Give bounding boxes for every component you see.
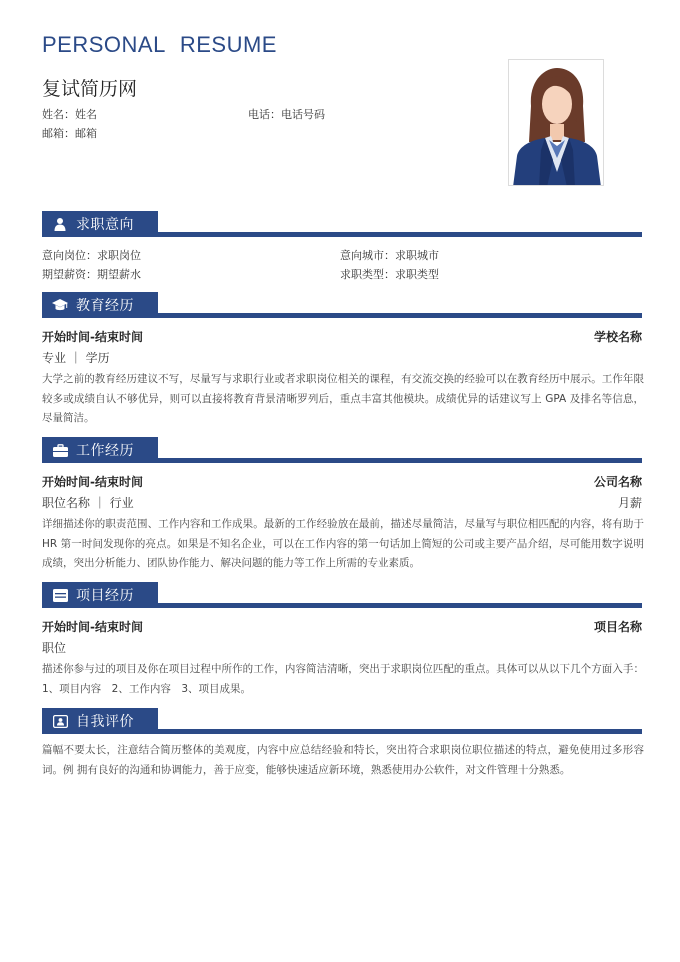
avatar-illustration [509, 60, 604, 186]
section-title-self: 自我评价 [76, 714, 134, 730]
section-header-intent [42, 211, 642, 237]
work-subheader-row [42, 494, 642, 511]
section-title-work: 工作经历 [76, 443, 134, 459]
work-header-row [42, 473, 642, 490]
work-position-industry: 职位名称 ｜ 行业 [42, 496, 134, 510]
section-header-education [42, 292, 642, 318]
section-title-intent: 求职意向 [76, 217, 134, 233]
section-divider [158, 458, 642, 463]
intent-city: 意向城市：求职城市 [340, 249, 439, 262]
intent-salary: 期望薪资：期望薪水 [42, 268, 141, 281]
project-description: 描述你参与过的项目及你在项目过程中所作的工作，内容简洁清晰，突出于求职岗位匹配的重点。具体可以从以下几个方面入手：1、项目内容 2、工作内容 3、项目成果。 [42, 663, 644, 695]
briefcase-icon [51, 441, 69, 459]
person-icon [51, 215, 69, 233]
section-tab-intent [42, 211, 158, 237]
candidate-name: 复试简历网 [42, 78, 138, 100]
intent-type: 求职类型：求职类型 [340, 268, 439, 281]
education-school: 学校名称 [593, 330, 642, 344]
section-title-education: 教育经历 [76, 298, 134, 314]
id-card-icon [51, 712, 69, 730]
graduation-cap-icon [51, 296, 69, 314]
work-company: 公司名称 [593, 475, 642, 489]
email-field: 邮箱：邮箱 [42, 127, 97, 140]
intent-position: 意向岗位：求职岗位 [42, 249, 141, 262]
section-divider [158, 729, 642, 734]
intent-row-2 [42, 266, 642, 282]
section-header-project [42, 582, 642, 608]
resume-title-word2: RESUME [179, 32, 277, 57]
section-tab-self [42, 708, 158, 734]
work-salary: 月薪 [617, 496, 642, 510]
project-role: 职位 [42, 641, 67, 655]
resume-title-word1: PERSONAL [42, 32, 166, 57]
education-period: 开始时间-结束时间 [42, 330, 143, 344]
project-header-row [42, 618, 642, 635]
resume-title [42, 32, 277, 58]
work-description: 详细描述你的职责范围、工作内容和工作成果。最新的工作经验放在最前，描述尽量简洁，尽量写与职位相匹配的内容，将有助于 HR 第一时间发现你的亮点。如果是不知名企业，可以在工作内容的第一句话加上简短的公司或主要产品介绍，尽可能用数字说明成绩，突出分析能力、团队协作能力、解决问题的能力等工作上所需的专业素质。 [42, 518, 644, 569]
work-period: 开始时间-结束时间 [42, 475, 143, 489]
section-tab-work [42, 437, 158, 463]
education-description: 大学之前的教育经历建议不写，尽量写与求职行业或者求职岗位相关的课程，有交流交换的经验可以在教育经历中展示。工作年限较多或成绩自认不够优异，则可以直接将教育背景清晰罗列后，重点丰富其他模块。成绩优异的话建议写上 GPA 及排名等信息，尽量简洁。 [42, 373, 644, 424]
section-divider [158, 603, 642, 608]
section-divider [158, 232, 642, 237]
profile-photo [508, 59, 604, 186]
phone-field: 电话：电话号码 [248, 108, 325, 121]
section-tab-education [42, 292, 158, 318]
name-field: 姓名：姓名 [42, 108, 97, 121]
self-description: 篇幅不要太长，注意结合简历整体的美观度，内容中应总结经验和特长，突出符合求职岗位职位描述的特点，避免使用过多形容词。例 拥有良好的沟通和协调能力，善于应变，能够快速适应新环境，熟悉使用办公软件，对文件管理十分熟悉。 [42, 744, 644, 776]
section-header-work [42, 437, 642, 463]
section-tab-project [42, 582, 158, 608]
section-divider [158, 313, 642, 318]
intent-row-1 [42, 247, 642, 263]
section-header-self [42, 708, 642, 734]
project-period: 开始时间-结束时间 [42, 620, 143, 634]
section-title-project: 项目经历 [76, 588, 134, 604]
education-header-row [42, 328, 642, 345]
project-name: 项目名称 [593, 620, 642, 634]
inbox-icon [51, 586, 69, 604]
education-major-degree: 专业 ｜ 学历 [42, 351, 110, 365]
